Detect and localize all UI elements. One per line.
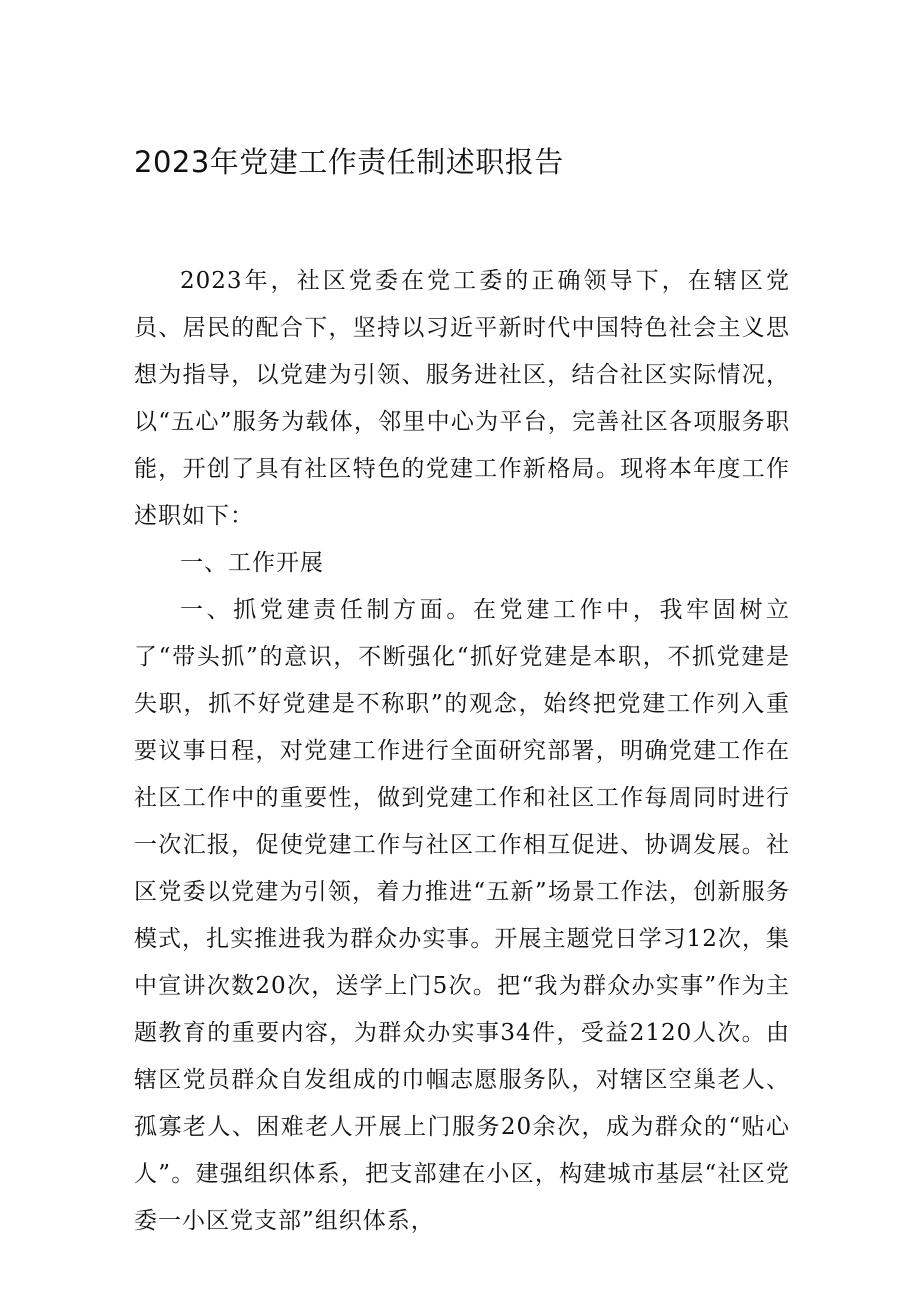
document-title: 2023年党建工作责任制述职报告 xyxy=(134,145,564,179)
section-paragraph: 一、抓党建责任制方面。在党建工作中，我牢固树立了“带头抓”的意识，不断强化“抓好党建是本职，不抓党建是失职，抓不好党建是不称职”的观念，始终把党建工作列入重要议事日程，对党建工作进行全面研究部署，明确党建工作在社区工作中的重要性，做到党建工作和社区工作每周同时进行一次汇报，促使党建工作与社区工作相互促进、协调发展。社区党委以党建为引领，着力推进“五新”场景工作法，创新服务模式，扎实推进我为群众办实事。开展主题党日学习12次，集中宣讲次数20次，送学上门5次。把“我为群众办实事”作为主题教育的重要内容，为群众办实事34件，受益2120人次。由辖区党员群众自发组成的巾帼志愿服务队，对辖区空巢老人、孤寡老人、困难老人开展上门服务20余次，成为群众的“贴心人”。建强组织体系，把支部建在小区，构建城市基层“社区党委一小区党支部”组织体系， xyxy=(134,597,790,1234)
intro-paragraph: 2023年，社区党委在党工委的正确领导下，在辖区党员、居民的配合下，坚持以习近平新时代中国特色社会主义思想为指导，以党建为引领、服务进社区，结合社区实际情况，以“五心”服务为载体，邻里中心为平台，完善社区各项服务职能，开创了具有社区特色的党建工作新格局。现将本年度工作述职如下： xyxy=(134,268,790,529)
document-body xyxy=(134,258,790,1245)
section-heading: 一、工作开展 xyxy=(180,550,324,576)
